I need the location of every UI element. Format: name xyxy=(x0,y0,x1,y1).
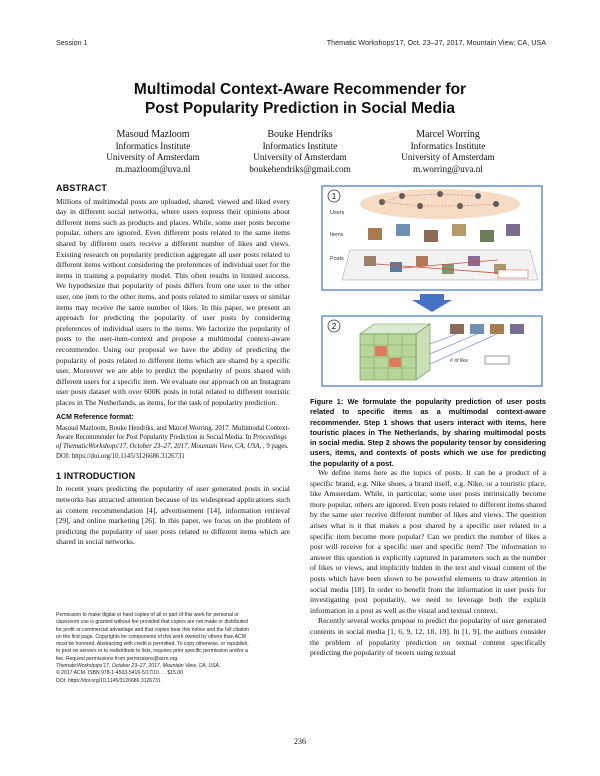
permission-line: ThematicWorkshops'17, October 23–27, 2017, Mountain View, CA, USA. xyxy=(56,663,221,670)
right-column xyxy=(310,468,546,659)
permission-line: classroom use is granted without fee provided that copies are not made or distributed xyxy=(56,619,248,626)
author-name: Masoud Mazloom xyxy=(116,129,190,140)
row-label-users: Users xyxy=(330,210,345,216)
like-count-box xyxy=(485,356,509,364)
figure-1-graphic xyxy=(320,184,546,389)
popularity-tensor xyxy=(360,324,430,380)
author-name: Bouke Hendriks xyxy=(267,129,333,140)
author-block xyxy=(215,129,385,175)
permission-line: Permission to make digital or hard copies of all or part of this work for personal or xyxy=(56,612,239,618)
permission-line: © 2017 ACM. ISBN 978-1-4503-5416-5/17/10. . . $15.00 xyxy=(56,670,183,677)
permission-line: for profit or commercial advantage and that copies bear this notice and the full citation xyxy=(56,626,250,633)
intro-heading: 1 INTRODUCTION xyxy=(56,470,136,481)
author-dept: Informatics Institute xyxy=(115,140,191,151)
row-label-posts: Posts xyxy=(330,256,344,262)
author-email: m.worring@uva.nl xyxy=(413,163,483,174)
left-column xyxy=(56,183,290,548)
author-dept: Informatics Institute xyxy=(262,140,338,151)
post-tag xyxy=(498,270,528,278)
running-header-right: Thematic Workshops'17, Oct. 23–27, 2017, Mountain View, CA, USA xyxy=(326,38,546,47)
step-2-number: 2 xyxy=(331,322,337,331)
permission-line: to post on servers or to redistribute to lists, requires prior specific permission and/or a xyxy=(56,648,248,655)
body-paragraph-2: Recently several works propose to predict the popularity of user generated contents in social media [1, 6, 9, 12, 18, 19]. In [1, 9], the authors consider the problem of popularity prediction on textual content specifically predicting the popularity of tweets using textual xyxy=(310,616,546,658)
permission-line: DOI: https://doi.org/10.1145/3126686.3126731 xyxy=(56,677,161,684)
title-line-2: Post Popularity Prediction in Social Media xyxy=(144,100,456,117)
acm-ref-doi[interactable]: DOI: https://doi.org/10.1145/3126686.3126731 xyxy=(56,452,185,460)
body-paragraph-1: We define items here as the topics of posts. It can be a product of a specific brand, e.g. Nike shoes, a brand itself, e.g. Nike, or a touristic place, like Amsterdam. While, in particular, some user posts intrinsically become more popular, others are ignored. Even posts related to different items shared by the same user receive different number of likes and views. The question arises what is it that makes a post shared by a specific user related to a specific item become more popular? Can we predict the number of likes a post will receive for a specific user and specific item? The information to answer this question is explicitly captured in parameters such as the number of likes or views, and implicitly hidden in the text and visual content of the posts which have been shown to be powerful elements to draw attention in social media [18]. In order to benefit from the information in user posts for investigating post popularity, we need to leverage both the explicit information in a post as well as the visual and textual context. xyxy=(310,468,546,615)
author-dept: Informatics Institute xyxy=(410,140,486,151)
author-org: University of Amsterdam xyxy=(106,152,200,163)
author-block xyxy=(363,129,533,175)
author-block xyxy=(68,129,238,175)
acm-ref-proceedings: Proceedings of ThematicWorkshops'17, October 23–27, 2017, Mountain View, CA, USA xyxy=(56,434,287,451)
permission-line: fee. Request permissions from permissions@acm.org. xyxy=(56,655,179,662)
figure-caption: Figure 1: We formulate the popularity prediction of user posts related to specific items as a multimodal context-aware recommender. Step 1 shows that users interact with items, here touristic places in The Netherlands, by sharing multimodal posts in social media. Step 2 shows the popularity tensor by considering users, items, and contexts of posts which we use for predicting the popularity of a post. xyxy=(310,397,546,468)
acm-ref-authors: Masoud Mazloom, Bouke Hendriks, and Marcel Worring. 2017. Multimodal Context-Aware Recommender for Post Popularity Prediction in Social Media. In xyxy=(56,425,290,442)
step-2-panel xyxy=(322,316,542,386)
row-label-items: Items xyxy=(330,232,344,238)
running-header-left: Session 1 xyxy=(56,38,88,47)
author-org: University of Amsterdam xyxy=(401,152,495,163)
figure-1 xyxy=(320,184,546,414)
author-org: University of Amsterdam xyxy=(253,152,347,163)
intro-text: In recent years predicting the popularity of user generated posts in social networks has attracted attention because of its widespread applications such as content recommendation [4], advertisement [14], information retrieval [29], and online marketing [26]. In this paper, we focus on the problem of predicting the popularity of user posts related to different items which are shared in social networks. xyxy=(56,484,290,547)
title-line-1: Multimodal Context-Aware Recommender for xyxy=(133,81,467,98)
author-email: m.mazloom@uva.nl xyxy=(115,163,191,174)
author-email: boukehendriks@gmail.com xyxy=(249,163,351,174)
acm-reference-text xyxy=(56,424,290,461)
acm-reference-heading: ACM Reference format: xyxy=(56,414,134,422)
permission-block xyxy=(56,612,290,685)
down-arrow xyxy=(412,294,452,312)
permission-line: must be honored. Abstracting with credit is permitted. To copy otherwise, or republish, xyxy=(56,641,249,648)
like-count-label: # of like xyxy=(450,358,468,364)
paper-title xyxy=(40,80,560,118)
page-number: 236 xyxy=(294,737,306,746)
permission-line: on the first page. Copyrights for components of this work owned by others than ACM xyxy=(56,633,246,640)
acm-ref-pages: , , 9 pages. xyxy=(259,443,289,451)
step-1-number: 1 xyxy=(331,192,337,201)
author-name: Marcel Worring xyxy=(416,129,480,140)
abstract-heading: ABSTRACT xyxy=(56,183,108,193)
abstract-text: Millions of multimodal posts are uploaded, shared, viewed and liked every day in different social networks, where users express their opinions about different items such as products and places. While, some user posts become popular, others are ignored. Even different posts related to the same items shared by different users receive a different number of likes and views. Existing research on popularity prediction aggregate all user posts related to different items without considering the preferences of individual user for the items in training a popularity model. This often results in limited success. We hypothesize that popularity of posts differs from one user to the other user, one item to the other items, and posts related to similar users or similar items may receive the same number of likes. In this paper, we present an approach for predicting the popularity of user posts by considering preferences of individual users to the items. We factorize the popularity of posts to the user-item-context and propose a multimodal context-aware recommender. Using our proposal we have the ability of predicting the popularity of posts related to different items which are shared by a specific user. Moreover we are able to predict the popularity of posts shared with different users for a specific item. We evaluate our approach on an Instagram user posts dataset with over 600K posts in total related to different touristic places in The Netherlands, as items, for the task of popularity prediction. xyxy=(56,196,290,407)
